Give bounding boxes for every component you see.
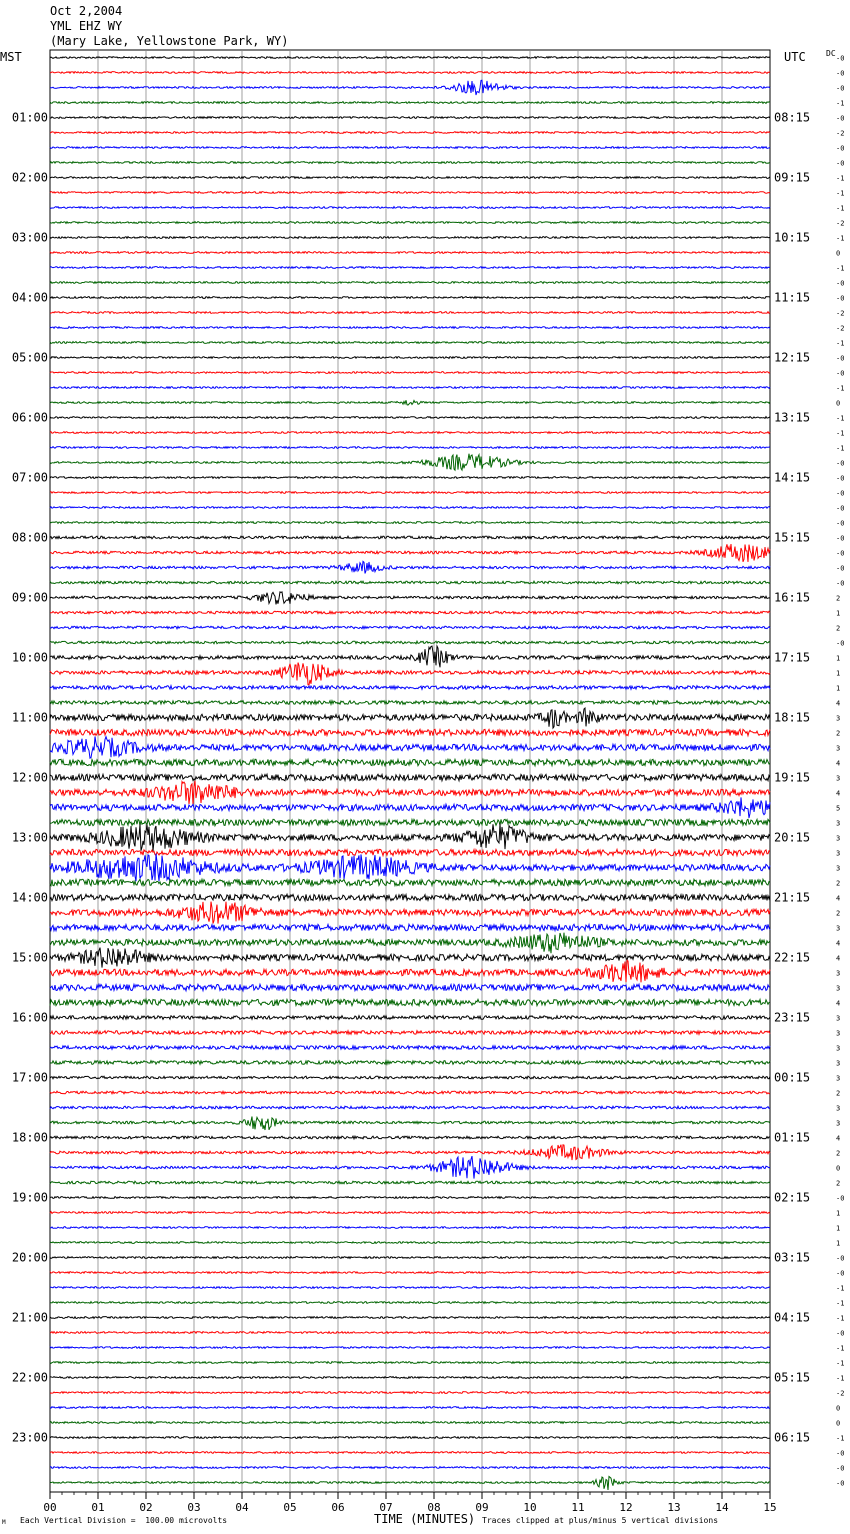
seismic-trace	[50, 1091, 770, 1094]
dc-offset-value: 0	[836, 1404, 841, 1413]
x-tick-label: 06	[331, 1501, 345, 1514]
utc-hour-label: 21:15	[774, 890, 811, 905]
dc-offset-value: 1	[836, 1239, 841, 1248]
mst-hour-label: 09:00	[11, 590, 48, 605]
dc-offset-value: 4	[836, 999, 841, 1008]
dc-offset-value: 2	[836, 909, 841, 918]
mst-hour-label: 19:00	[11, 1190, 48, 1205]
dc-offset-value: 3	[836, 744, 841, 753]
dc-offset-value: 3	[836, 984, 841, 993]
seismic-trace	[50, 1302, 770, 1304]
mst-hour-label: 04:00	[11, 290, 48, 305]
plot-date: Oct 2,2004	[50, 4, 123, 18]
seismic-trace	[50, 544, 770, 562]
dc-offset-value: 4	[836, 1134, 841, 1143]
mst-hour-label: 12:00	[11, 770, 48, 785]
dc-offset-value: -1	[836, 189, 845, 198]
seismic-trace	[50, 819, 770, 825]
seismic-trace	[50, 536, 770, 539]
utc-hour-label: 05:15	[774, 1370, 811, 1385]
seismic-trace	[50, 1317, 770, 1319]
dc-offset-value: 4	[836, 789, 841, 798]
seismic-trace	[50, 252, 770, 254]
dc-offset-value: -0	[836, 564, 845, 573]
dc-offset-value: -1	[836, 204, 845, 213]
dc-offset-value: 4	[836, 939, 841, 948]
dc-offset-value: -0	[836, 54, 845, 63]
dc-offset-value: 3	[836, 1044, 841, 1053]
mst-hour-label: 17:00	[11, 1070, 48, 1085]
dc-offset-value: 3	[836, 924, 841, 933]
dc-offset-value: -1	[836, 1344, 845, 1353]
seismic-trace	[50, 1212, 770, 1214]
right-timezone-label: UTC	[784, 50, 806, 64]
seismic-trace	[50, 1016, 770, 1020]
dc-offset-value: -2	[836, 129, 845, 138]
seismic-trace	[50, 948, 770, 968]
seismic-trace	[50, 1197, 770, 1199]
dc-offset-value: -0	[836, 1254, 845, 1263]
seismic-trace	[50, 1477, 770, 1491]
seismic-trace	[50, 646, 770, 667]
seismic-trace	[50, 372, 770, 374]
dc-offset-value: -1	[836, 1299, 845, 1308]
seismic-trace	[50, 72, 770, 74]
seismic-trace	[50, 879, 770, 885]
dc-offset-value: 4	[836, 954, 841, 963]
seismic-trace	[50, 759, 770, 765]
seismic-trace	[50, 1467, 770, 1469]
dc-offset-header: DC	[826, 49, 836, 58]
dc-offset-value: -0	[836, 459, 845, 468]
seismic-trace	[50, 1031, 770, 1035]
mst-hour-label: 06:00	[11, 410, 48, 425]
x-tick-label: 04	[235, 1501, 249, 1514]
seismic-trace	[50, 1377, 770, 1379]
dc-offset-value: -1	[836, 1434, 845, 1443]
x-tick-label: 03	[187, 1501, 201, 1514]
x-tick-label: 15	[763, 1501, 777, 1514]
dc-offset-value: -0	[836, 1449, 845, 1458]
seismic-trace	[50, 417, 770, 419]
x-tick-label: 09	[475, 1501, 489, 1514]
seismic-trace	[50, 1287, 770, 1289]
dc-offset-value: 3	[836, 774, 841, 783]
seismic-trace	[50, 592, 770, 605]
seismic-trace	[50, 774, 770, 780]
dc-offset-value: 0	[836, 1164, 841, 1173]
x-tick-label: 13	[667, 1501, 681, 1514]
dc-offset-value: -0	[836, 114, 845, 123]
seismic-trace	[50, 849, 770, 855]
dc-offset-value: 4	[836, 894, 841, 903]
mst-hour-label: 01:00	[11, 110, 48, 125]
dc-offset-value: -1	[836, 339, 845, 348]
dc-offset-value: -1	[836, 99, 845, 108]
mst-hour-label: 07:00	[11, 470, 48, 485]
mst-hour-label: 21:00	[11, 1310, 48, 1325]
utc-hour-label: 06:15	[774, 1430, 811, 1445]
seismic-trace	[50, 902, 770, 924]
dc-offset-value: 3	[836, 1074, 841, 1083]
dc-offset-value: -0	[836, 549, 845, 558]
mst-hour-label: 14:00	[11, 890, 48, 905]
dc-offset-value: -0	[836, 1194, 845, 1203]
seismic-trace	[50, 454, 770, 471]
seismic-trace	[50, 984, 770, 990]
dc-offset-value: -0	[836, 159, 845, 168]
dc-offset-value: -1	[836, 414, 845, 423]
utc-hour-label: 11:15	[774, 290, 811, 305]
seismic-trace	[50, 357, 770, 359]
seismic-trace	[50, 477, 770, 479]
seismic-trace	[50, 641, 770, 644]
seismic-trace	[50, 1407, 770, 1409]
seismic-trace	[50, 1117, 770, 1131]
dc-offset-value: -2	[836, 309, 845, 318]
utc-hour-label: 18:15	[774, 710, 811, 725]
mst-hour-label: 18:00	[11, 1130, 48, 1145]
mst-hour-label: 16:00	[11, 1010, 48, 1025]
x-tick-label: 08	[427, 1501, 441, 1514]
dc-offset-value: -1	[836, 1284, 845, 1293]
dc-offset-value: -0	[836, 144, 845, 153]
seismic-trace	[50, 507, 770, 509]
seismic-trace	[50, 561, 770, 573]
dc-offset-value: -1	[836, 384, 845, 393]
dc-offset-value: 3	[836, 1014, 841, 1023]
dc-offset-value: -1	[836, 429, 845, 438]
dc-offset-value: 1	[836, 684, 841, 693]
dc-offset-value: 4	[836, 699, 841, 708]
seismic-trace	[50, 447, 770, 449]
x-axis-label: TIME (MINUTES)	[374, 1512, 476, 1526]
seismic-trace	[50, 1106, 770, 1109]
station-location: (Mary Lake, Yellowstone Park, WY)	[50, 34, 289, 48]
seismic-trace	[50, 960, 770, 982]
seismic-trace	[50, 1452, 770, 1454]
dc-offset-value: 2	[836, 729, 841, 738]
station-code: YML EHZ WY	[50, 19, 123, 33]
seismic-trace	[50, 854, 770, 882]
seismic-trace	[50, 1332, 770, 1334]
dc-offset-value: 3	[836, 819, 841, 828]
seismic-trace	[50, 432, 770, 434]
x-tick-label: 02	[139, 1501, 153, 1514]
mst-hour-label: 02:00	[11, 170, 48, 185]
seismic-trace	[50, 327, 770, 329]
x-tick-label: 14	[715, 1501, 729, 1514]
dc-offset-value: -1	[836, 174, 845, 183]
dc-offset-value: -0	[836, 1479, 845, 1488]
dc-offset-value: -2	[836, 1389, 845, 1398]
seismic-trace	[50, 162, 770, 164]
seismic-trace	[50, 1145, 770, 1160]
seismic-trace	[50, 999, 770, 1005]
dc-offset-value: -0	[836, 1269, 845, 1278]
utc-hour-label: 20:15	[774, 830, 811, 845]
seismic-trace	[50, 192, 770, 194]
seismic-trace	[50, 1242, 770, 1244]
mst-hour-label: 05:00	[11, 350, 48, 365]
plot-frame	[50, 50, 770, 1492]
seismic-trace	[50, 117, 770, 119]
seismic-trace	[50, 177, 770, 179]
dc-offset-value: -0	[836, 489, 845, 498]
dc-offset-value: 2	[836, 1149, 841, 1158]
utc-hour-label: 19:15	[774, 770, 811, 785]
seismic-trace	[50, 1227, 770, 1229]
x-tick-label: 10	[523, 1501, 537, 1514]
dc-offset-value: -0	[836, 474, 845, 483]
seismic-trace	[50, 132, 770, 134]
utc-hour-label: 15:15	[774, 530, 811, 545]
dc-offset-value: 4	[836, 759, 841, 768]
seismic-trace	[50, 312, 770, 314]
dc-offset-value: -2	[836, 219, 845, 228]
seismic-trace	[50, 297, 770, 299]
seismic-trace	[50, 342, 770, 344]
dc-offset-value: 0	[836, 1419, 841, 1428]
seismic-trace	[50, 222, 770, 224]
seismic-trace	[50, 1272, 770, 1274]
seismic-trace	[50, 400, 770, 405]
seismic-trace	[50, 1046, 770, 1050]
seismic-trace	[50, 1181, 770, 1184]
dc-offset-value: 3	[836, 969, 841, 978]
seismic-trace	[50, 282, 770, 284]
mst-hour-label: 20:00	[11, 1250, 48, 1265]
seismic-trace	[50, 387, 770, 389]
x-tick-label: 01	[91, 1501, 105, 1514]
utc-hour-label: 17:15	[774, 650, 811, 665]
seismic-trace	[50, 1136, 770, 1139]
seismic-trace	[50, 57, 770, 59]
utc-hour-label: 01:15	[774, 1130, 811, 1145]
dc-offset-value: -1	[836, 1314, 845, 1323]
dc-offset-value: -0	[836, 1329, 845, 1338]
seismic-trace	[50, 1422, 770, 1424]
dc-offset-value: 0	[836, 249, 841, 258]
seismic-trace	[50, 729, 770, 735]
mst-hour-label: 03:00	[11, 230, 48, 245]
seismic-trace	[50, 611, 770, 614]
seismic-trace	[50, 663, 770, 685]
dc-offset-value: -0	[836, 369, 845, 378]
left-timezone-label: MST	[0, 50, 22, 64]
dc-offset-value: 3	[836, 1119, 841, 1128]
dc-offset-value: -1	[836, 1359, 845, 1368]
x-tick-label: 05	[283, 1501, 297, 1514]
utc-hour-label: 04:15	[774, 1310, 811, 1325]
seismic-trace	[50, 797, 770, 818]
mst-hour-label: 23:00	[11, 1430, 48, 1445]
dc-offset-value: 3	[836, 1029, 841, 1038]
dc-offset-value: -0	[836, 639, 845, 648]
seismic-trace	[50, 522, 770, 524]
dc-offset-value: 1	[836, 1224, 841, 1233]
mst-hour-label: 11:00	[11, 710, 48, 725]
dc-offset-value: 1	[836, 1209, 841, 1218]
utc-hour-label: 12:15	[774, 350, 811, 365]
dc-offset-value: -0	[836, 579, 845, 588]
dc-offset-value: 2	[836, 1179, 841, 1188]
seismic-trace	[50, 207, 770, 209]
dc-offset-value: 3	[836, 834, 841, 843]
dc-offset-value: -0	[836, 354, 845, 363]
seismic-trace	[50, 492, 770, 494]
dc-offset-value: 2	[836, 879, 841, 888]
seismic-trace	[50, 686, 770, 690]
seismic-trace	[50, 933, 770, 954]
seismic-trace	[50, 147, 770, 149]
dc-offset-value: -1	[836, 234, 845, 243]
seismic-trace	[50, 708, 770, 728]
seismic-trace	[50, 267, 770, 269]
mst-hour-label: 13:00	[11, 830, 48, 845]
dc-offset-value: -2	[836, 324, 845, 333]
corner-mark: M	[2, 1519, 6, 1526]
dc-offset-value: -0	[836, 534, 845, 543]
dc-offset-value: 1	[836, 669, 841, 678]
seismic-trace	[50, 1392, 770, 1394]
seismic-trace	[50, 1061, 770, 1065]
dc-offset-value: 3	[836, 1104, 841, 1113]
x-tick-label: 00	[43, 1501, 57, 1514]
utc-hour-label: 00:15	[774, 1070, 811, 1085]
mst-hour-label: 22:00	[11, 1370, 48, 1385]
seismic-trace	[50, 924, 770, 930]
x-tick-label: 12	[619, 1501, 633, 1514]
seismic-trace	[50, 1076, 770, 1079]
dc-offset-value: -0	[836, 279, 845, 288]
utc-hour-label: 13:15	[774, 410, 811, 425]
seismic-trace	[50, 1156, 770, 1179]
dc-offset-value: -1	[836, 444, 845, 453]
dc-offset-value: 0	[836, 399, 841, 408]
vertical-scale-note: Each Vertical Division = 100.00 microvolts	[20, 1516, 228, 1525]
seismic-trace	[50, 1257, 770, 1259]
dc-offset-value: -0	[836, 1464, 845, 1473]
utc-hour-label: 14:15	[774, 470, 811, 485]
dc-offset-value: -0	[836, 504, 845, 513]
utc-hour-label: 08:15	[774, 110, 811, 125]
seismic-trace	[50, 737, 770, 759]
dc-offset-value: 3	[836, 864, 841, 873]
x-tick-label: 11	[571, 1501, 585, 1514]
seismic-trace	[50, 781, 770, 805]
dc-offset-value: -0	[836, 294, 845, 303]
seismic-trace	[50, 581, 770, 584]
utc-hour-label: 02:15	[774, 1190, 811, 1205]
utc-hour-label: 23:15	[774, 1010, 811, 1025]
dc-offset-value: 2	[836, 594, 841, 603]
dc-offset-value: -1	[836, 1374, 845, 1383]
seismic-trace	[50, 894, 770, 900]
seismic-trace	[50, 626, 770, 629]
seismic-trace	[50, 80, 770, 95]
mst-hour-label: 15:00	[11, 950, 48, 965]
seismic-trace	[50, 237, 770, 239]
dc-offset-value: 1	[836, 654, 841, 663]
dc-offset-value: -0	[836, 519, 845, 528]
dc-offset-value: 3	[836, 1059, 841, 1068]
dc-offset-value: 2	[836, 1089, 841, 1098]
utc-hour-label: 10:15	[774, 230, 811, 245]
clipping-note: Traces clipped at plus/minus 5 vertical divisions	[482, 1516, 719, 1525]
utc-hour-label: 16:15	[774, 590, 811, 605]
seismic-trace	[50, 701, 770, 705]
mst-hour-label: 10:00	[11, 650, 48, 665]
utc-hour-label: 22:15	[774, 950, 811, 965]
seismic-trace	[50, 1347, 770, 1349]
x-tick-label: 07	[379, 1501, 393, 1514]
seismic-trace	[50, 824, 770, 852]
seismic-trace	[50, 1437, 770, 1439]
dc-offset-value: -1	[836, 264, 845, 273]
dc-offset-value: -0	[836, 69, 845, 78]
dc-offset-value: -0	[836, 84, 845, 93]
dc-offset-value: 1	[836, 609, 841, 618]
seismic-trace	[50, 1362, 770, 1364]
seismic-trace	[50, 102, 770, 104]
utc-hour-label: 09:15	[774, 170, 811, 185]
dc-offset-value: 2	[836, 624, 841, 633]
dc-offset-value: 3	[836, 714, 841, 723]
dc-offset-value: 3	[836, 849, 841, 858]
dc-offset-value: 5	[836, 804, 841, 813]
mst-hour-label: 08:00	[11, 530, 48, 545]
utc-hour-label: 03:15	[774, 1250, 811, 1265]
